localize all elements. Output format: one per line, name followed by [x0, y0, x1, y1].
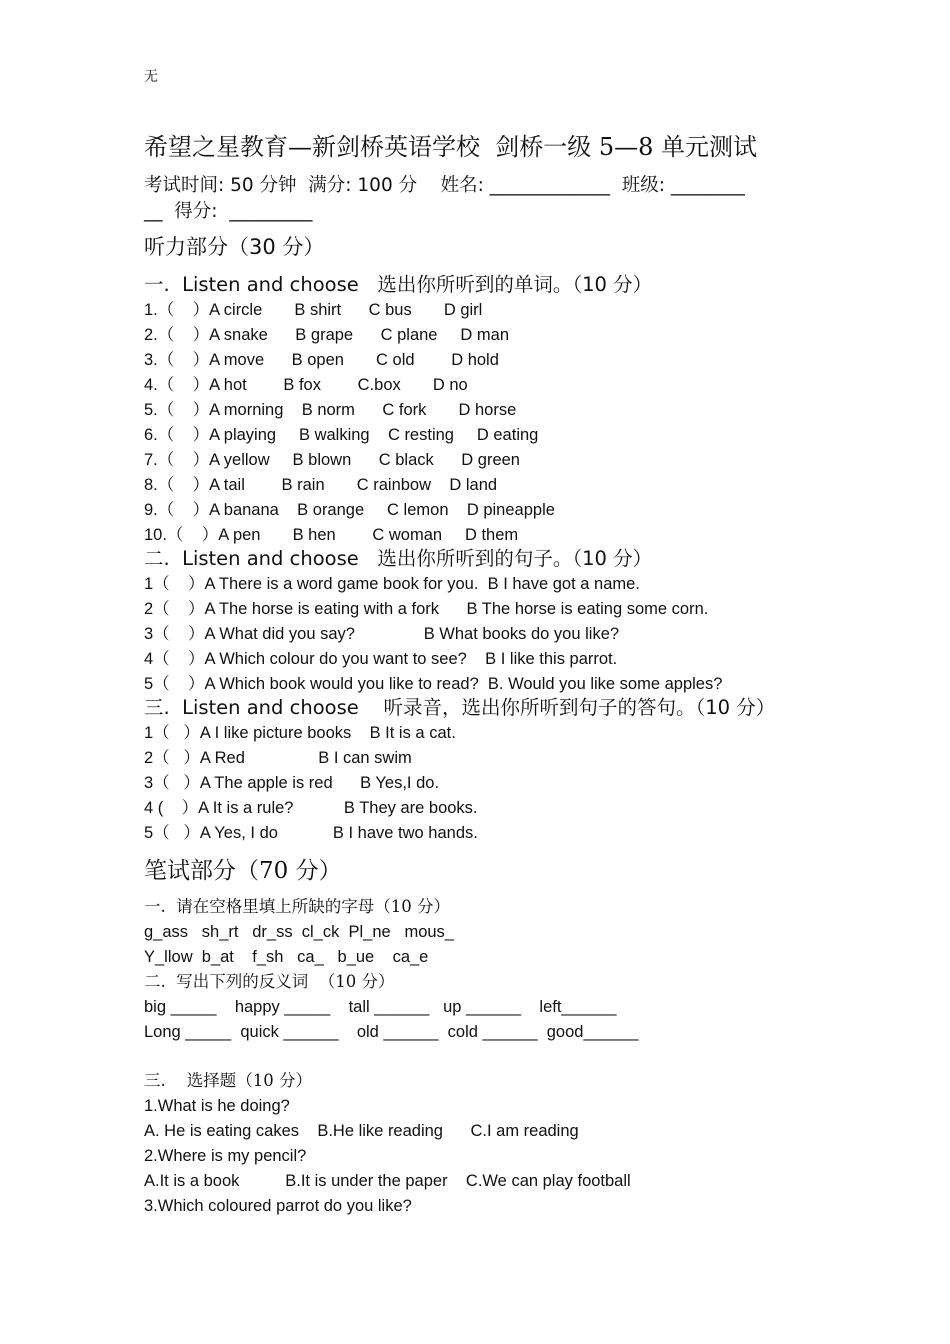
writing-part3-line: A. He is eating cakes B.He like reading C.I am reading [144, 1122, 579, 1140]
exam-info-line-1: 考试时间: 50 分钟 满分: 100 分 姓名: _____________ 班级: ________ [144, 175, 745, 196]
exam-info-line-2: __ 得分: _________ [144, 201, 313, 222]
writing-part2-heading: 二. 写出下列的反义词 （10 分） [144, 972, 395, 991]
writing-part3-line: 2.Where is my pencil? [144, 1147, 307, 1165]
listening-part3-item: 4 ( ）A It is a rule? B They are books. [144, 799, 478, 817]
listening-part3-item: 3（ ）A The apple is red B Yes,I do. [144, 774, 440, 792]
listening-heading: 听力部分（30 分） [144, 235, 325, 259]
listening-part1-item: 10.（ ）A pen B hen C woman D them [144, 526, 519, 544]
listening-part1-item: 4.（ ）A hot B fox C.box D no [144, 376, 468, 394]
writing-part1-heading: 一. 请在空格里填上所缺的字母（10 分） [144, 897, 450, 916]
listening-part1-item: 6.（ ）A playing B walking C resting D eating [144, 426, 539, 444]
listening-part3-item: 2（ ）A Red B I can swim [144, 749, 412, 767]
listening-part2-item: 2（ ）A The horse is eating with a fork B The horse is eating some corn. [144, 600, 709, 618]
listening-part3-item: 1（ ）A I like picture books B It is a cat. [144, 724, 456, 742]
listening-part1-item: 7.（ ）A yellow B blown C black D green [144, 451, 520, 469]
listening-part3-item: 5（ ）A Yes, I do B I have two hands. [144, 824, 478, 842]
header-text: 无 [144, 69, 158, 85]
writing-part3-line: A.It is a book B.It is under the paper C.We can play football [144, 1172, 631, 1190]
listening-part1-item: 5.（ ）A morning B norm C fork D horse [144, 401, 517, 419]
listening-part1-item: 8.（ ）A tail B rain C rainbow D land [144, 476, 498, 494]
listening-part1-item: 9.（ ）A banana B orange C lemon D pineapple [144, 501, 555, 519]
listening-part2-item: 1（ ）A There is a word game book for you. B I have got a name. [144, 575, 640, 593]
writing-part1-line: Y_llow b_at f_sh ca_ b_ue ca_e [144, 948, 429, 966]
listening-part2-item: 4（ ）A Which colour do you want to see? B I like this parrot. [144, 650, 618, 668]
writing-part1-line: g_ass sh_rt dr_ss cl_ck Pl_ne mous_ [144, 923, 454, 941]
listening-part1-heading: 一. Listen and choose 选出你所听到的单词。（10 分） [144, 273, 653, 296]
writing-part3-heading: 三. 选择题（10 分） [144, 1071, 312, 1090]
listening-part2-item: 5（ ）A Which book would you like to read? B. Would you like some apples? [144, 675, 723, 693]
listening-part2-item: 3（ ）A What did you say? B What books do you like? [144, 625, 620, 643]
listening-part1-item: 3.（ ）A move B open C old D hold [144, 351, 499, 369]
writing-part3-line: 3.Which coloured parrot do you like? [144, 1197, 412, 1215]
writing-part2-line: big _____ happy _____ tall ______ up ______ left______ [144, 998, 617, 1016]
listening-part1-item: 1.（ ）A circle B shirt C bus D girl [144, 301, 483, 319]
writing-part2-line: Long _____ quick ______ old ______ cold ______ good______ [144, 1023, 639, 1041]
listening-part1-item: 2.（ ）A snake B grape C plane D man [144, 326, 509, 344]
exam-title: 希望之星教育—新剑桥英语学校 剑桥一级 5—8 单元测试 [144, 133, 758, 161]
writing-heading: 笔试部分（70 分） [144, 858, 342, 884]
listening-part3-heading: 三. Listen and choose 听录音，选出你所听到句子的答句。（10 分） [144, 696, 776, 719]
writing-part3-line: 1.What is he doing? [144, 1097, 290, 1115]
listening-part2-heading: 二. Listen and choose 选出你所听到的句子。（10 分） [144, 547, 653, 570]
